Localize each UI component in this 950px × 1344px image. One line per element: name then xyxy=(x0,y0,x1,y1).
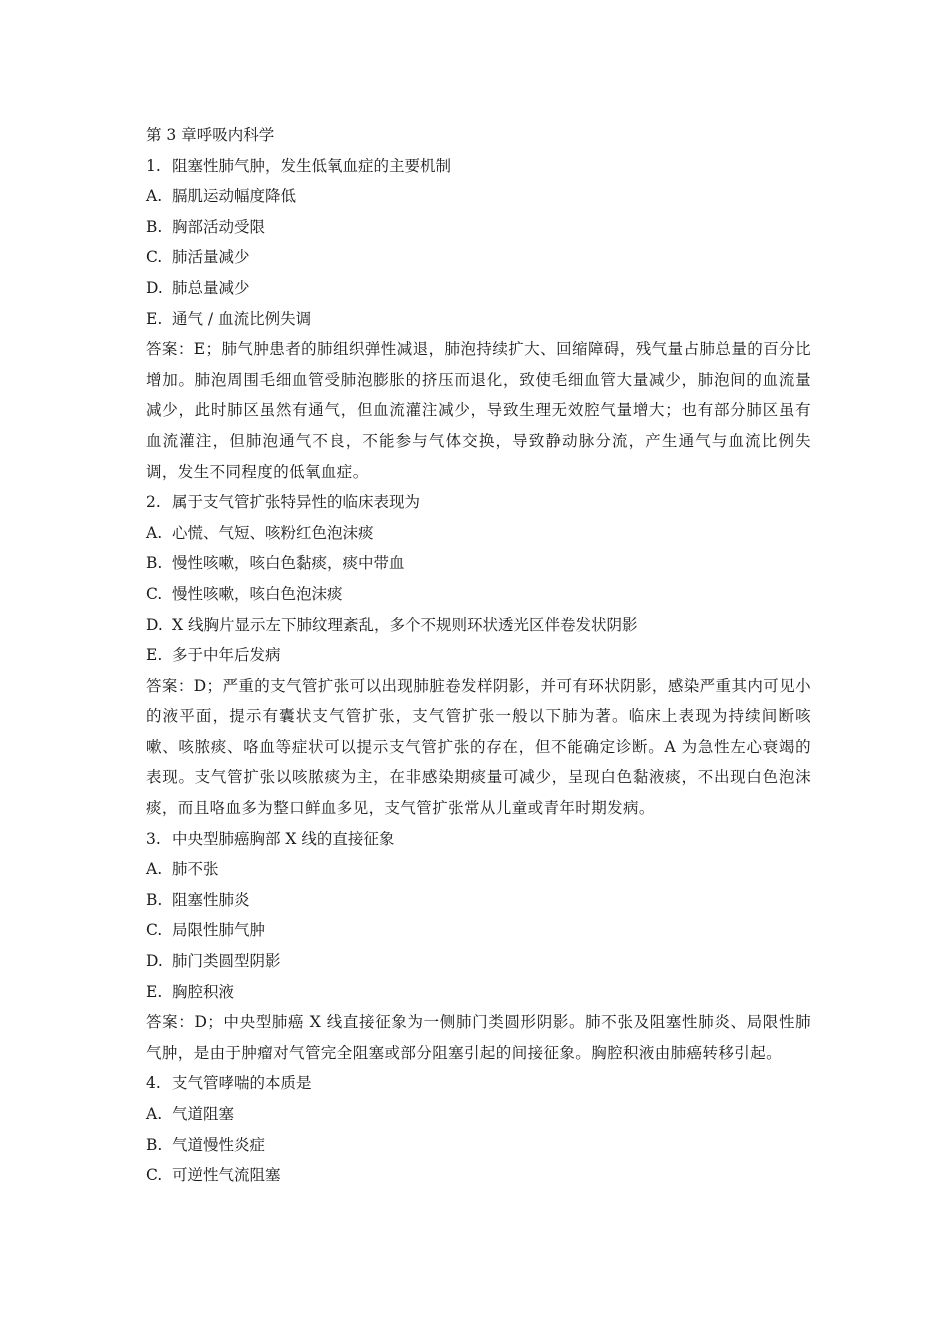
answer-explanation: 答案：E；肺气肿患者的肺组织弹性减退，肺泡持续扩大、回缩障碍，残气量占肺总量的百分比增加。肺泡周围毛细血管受肺泡膨胀的挤压而退化，致使毛细血管大量减少，肺泡间的血流量减少，此时肺区虽然有通气，但血流灌注减少，导致生理无效腔气量增大；也有部分肺区虽有血流灌注，但肺泡通气不良，不能参与气体交换，导致静动脉分流，产生通气与血流比例失调，发生不同程度的低氧血症。 xyxy=(146,340,811,481)
answer-option xyxy=(146,1130,811,1161)
option-letter: E. xyxy=(146,309,163,328)
document-page xyxy=(146,120,811,1191)
option-letter: C. xyxy=(146,248,163,267)
answer-option xyxy=(146,977,811,1008)
answer-option xyxy=(146,854,811,885)
question-block xyxy=(146,824,811,1069)
option-letter: A. xyxy=(146,1105,163,1123)
answer-option xyxy=(146,946,811,977)
question-list xyxy=(146,151,811,1191)
option-letter: E. xyxy=(146,982,163,1001)
answer-option xyxy=(146,610,811,641)
option-text: 肺活量减少 xyxy=(172,248,250,267)
answer-explanation: 答案：D；严重的支气管扩张可以出现肺脏卷发样阴影，并可有环状阴影，感染严重其内可见小的液平面，提示有囊状支气管扩张，支气管扩张一般以下肺为著。临床上表现为持续间断咳嗽、咳脓痰、咯血等症状可以提示支气管扩张的存在，但不能确定诊断。A 为急性左心衰竭的表现。支气管扩张以咳脓痰为主，在非感染期痰量可减少，呈现白色黏液痰，不出现白色泡沫痰，而且咯血多为整口鲜血多见，支气管扩张常从儿童或青年时期发病。 xyxy=(146,676,811,818)
option-text: 心慌、气短、咳粉红色泡沫痰 xyxy=(172,523,374,542)
answer-option xyxy=(146,273,811,304)
question-number: 3. xyxy=(146,829,161,848)
option-letter: E. xyxy=(146,646,163,665)
answer-option xyxy=(146,1099,811,1130)
option-text: 气道阻塞 xyxy=(172,1105,235,1123)
option-text: 肺不张 xyxy=(172,860,219,879)
question-block xyxy=(146,1068,811,1190)
option-letter: B. xyxy=(146,1135,163,1154)
option-text: 多于中年后发病 xyxy=(172,646,281,665)
option-text: X 线胸片显示左下肺纹理紊乱，多个不规则环状透光区伴卷发状阴影 xyxy=(172,615,638,634)
option-letter: B. xyxy=(146,554,163,573)
answer-option xyxy=(146,242,811,273)
option-letter: D. xyxy=(146,952,163,971)
option-letter: C. xyxy=(146,921,163,940)
answer-option xyxy=(146,181,811,212)
option-text: 胸部活动受限 xyxy=(172,217,266,236)
option-text: 慢性咳嗽，咳白色黏痰，痰中带血 xyxy=(172,554,405,573)
answer-explanation: 答案：D；中央型肺癌 X 线直接征象为一侧肺门类圆形阴影。肺不张及阻塞性肺炎、局限性肺气肿，是由于肿瘤对气管完全阻塞或部分阻塞引起的间接征象。胸腔积液由肺癌转移引起。 xyxy=(146,1013,811,1062)
option-letter: A. xyxy=(146,187,163,206)
answer-option xyxy=(146,518,811,549)
option-letter: B. xyxy=(146,890,163,909)
question-stem xyxy=(146,151,811,182)
answer-option xyxy=(146,915,811,946)
chapter-title: 第 3 章呼吸内科学 xyxy=(146,126,275,144)
question-number: 4. xyxy=(146,1074,161,1093)
answer-option xyxy=(146,548,811,579)
answer-option xyxy=(146,1160,811,1191)
option-text: 阻塞性肺炎 xyxy=(172,890,250,909)
option-letter: A. xyxy=(146,860,163,879)
answer-option xyxy=(146,885,811,916)
option-letter: B. xyxy=(146,217,163,236)
question-block xyxy=(146,487,811,824)
option-text: 肺门类圆型阴影 xyxy=(172,952,281,971)
option-letter: D. xyxy=(146,615,163,634)
question-block xyxy=(146,151,811,488)
question-text: 支气管哮喘的本质是 xyxy=(172,1074,312,1093)
question-text: 阻塞性肺气肿，发生低氧血症的主要机制 xyxy=(172,156,452,175)
option-text: 肺总量减少 xyxy=(172,278,250,297)
question-stem xyxy=(146,487,811,518)
question-stem xyxy=(146,1068,811,1099)
option-text: 可逆性气流阻塞 xyxy=(172,1166,281,1185)
question-stem xyxy=(146,824,811,855)
option-text: 膈肌运动幅度降低 xyxy=(172,187,297,206)
answer-option xyxy=(146,579,811,610)
option-letter: C. xyxy=(146,1166,163,1185)
answer-option xyxy=(146,640,811,671)
answer-option xyxy=(146,212,811,243)
option-text: 通气 / 血流比例失调 xyxy=(172,309,312,328)
option-text: 气道慢性炎症 xyxy=(172,1135,266,1154)
option-text: 胸腔积液 xyxy=(172,982,235,1001)
question-text: 中央型肺癌胸部 X 线的直接征象 xyxy=(172,829,395,848)
question-number: 2. xyxy=(146,493,161,512)
option-letter: C. xyxy=(146,584,163,603)
question-text: 属于支气管扩张特异性的临床表现为 xyxy=(172,493,421,512)
option-text: 慢性咳嗽，咳白色泡沫痰 xyxy=(172,584,343,603)
question-number: 1. xyxy=(146,156,161,175)
option-letter: D. xyxy=(146,278,163,297)
answer-option xyxy=(146,304,811,335)
option-text: 局限性肺气肿 xyxy=(172,921,266,940)
option-letter: A. xyxy=(146,523,163,542)
